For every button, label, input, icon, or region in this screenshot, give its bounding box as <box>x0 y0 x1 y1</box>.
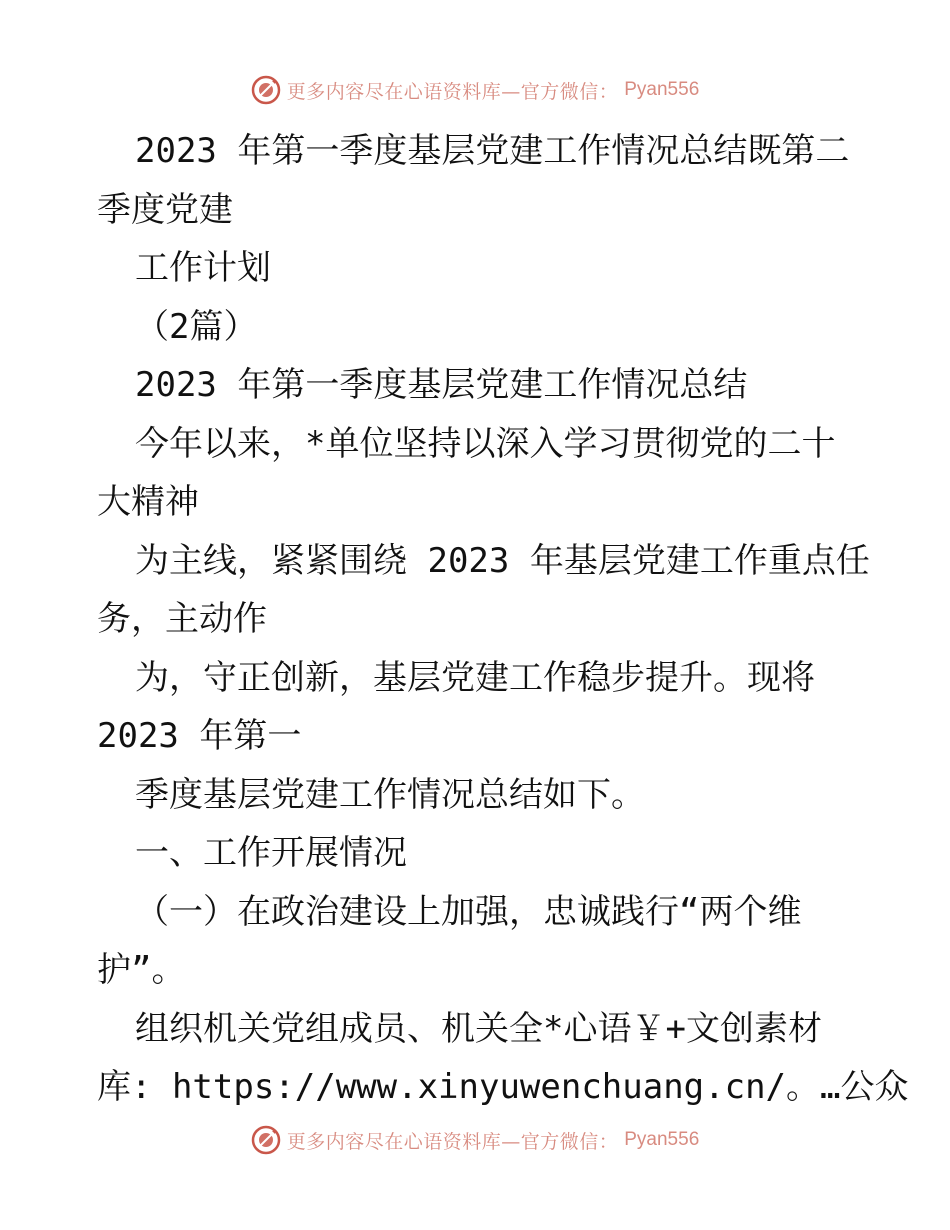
text-line: 季度基层党建工作情况总结如下。 <box>135 774 645 815</box>
watermark-logo-icon <box>251 75 281 105</box>
watermark-banner-top <box>0 70 950 110</box>
title-line: 2023 年第一季度基层党建工作情况总结既第二 <box>135 131 850 171</box>
section-title: 2023 年第一季度基层党建工作情况总结 <box>135 365 748 405</box>
watermark-text: 更多内容尽在心语资料库—官方微信： <box>286 80 619 103</box>
text-line: 库: https://www.xinyuwenchuang.cn/。…公众 <box>97 1067 909 1107</box>
document-body <box>97 122 909 1117</box>
text-line: （2篇） <box>135 306 258 347</box>
watermark-banner-bottom <box>0 1120 950 1160</box>
text-line: 今年以来，*单位坚持以深入学习贯彻党的二十 <box>135 423 836 464</box>
text-line: 为主线，紧紧围绕 2023 年基层党建工作重点任 <box>135 540 870 581</box>
text-line: 护”。 <box>97 950 186 990</box>
text-line: 务，主动作 <box>97 599 267 639</box>
watermark-logo-icon <box>251 1125 281 1155</box>
text-line: 为，守正创新，基层党建工作稳步提升。现将 <box>135 657 815 698</box>
text-line: 大精神 <box>97 482 199 522</box>
text-line: 组织机关党组成员、机关全*心语￥+文创素材 <box>135 1008 822 1049</box>
watermark-handle: Pyan556 <box>624 79 700 100</box>
subheading-line: （一）在政治建设上加强，忠诚践行“两个维 <box>135 891 802 932</box>
text-line: 季度党建 <box>97 189 233 230</box>
watermark-handle: Pyan556 <box>624 1129 700 1150</box>
watermark-text: 更多内容尽在心语资料库—官方微信： <box>286 1130 619 1153</box>
text-line: 2023 年第一 <box>97 716 302 756</box>
heading-line: 一、工作开展情况 <box>135 833 407 873</box>
text-line: 工作计划 <box>135 248 271 288</box>
